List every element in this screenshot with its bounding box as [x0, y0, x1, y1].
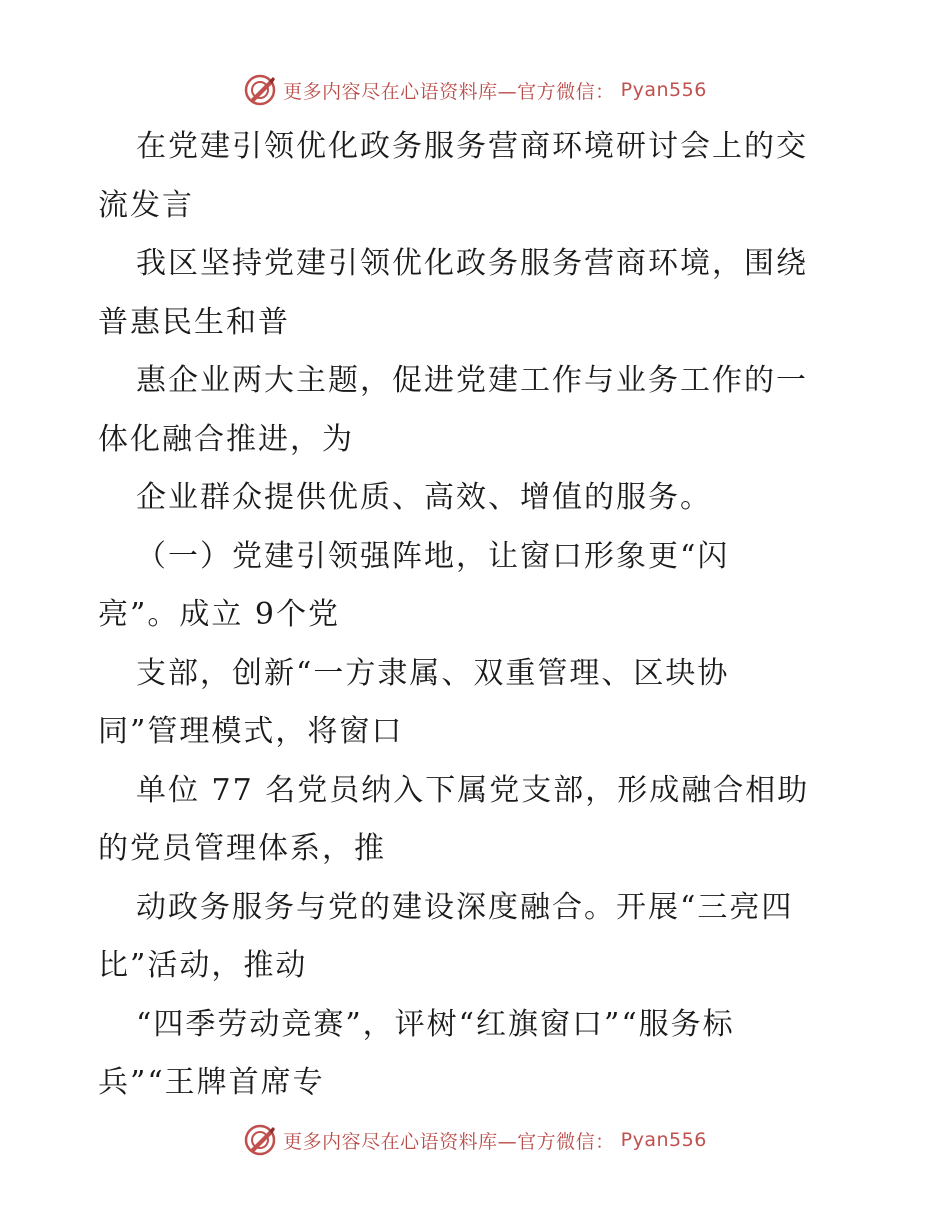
watermark-wechat-id: Pyan556 [620, 79, 707, 101]
paragraph [98, 469, 858, 528]
document-body [98, 118, 858, 1113]
pen-logo-icon [243, 73, 277, 107]
paragraph-line: 惠企业两大主题，促进党建工作与业务工作的一 [136, 363, 808, 398]
watermark-wechat-id: Pyan556 [620, 1129, 707, 1151]
paragraph-title [98, 118, 858, 235]
paragraph [98, 879, 858, 996]
paragraph [98, 996, 858, 1113]
pen-logo-icon [243, 1123, 277, 1157]
paragraph-line: 单位 77 名党员纳入下属党支部，形成融合相助 [136, 772, 810, 808]
paragraph-line: 同”管理模式，将窗口 [98, 714, 404, 749]
paragraph-line: （一）党建引领强阵地，让窗口形象更“闪 [136, 538, 730, 574]
paragraph [98, 235, 858, 352]
paragraph-line: 动政务服务与党的建设深度融合。开展“三亮四 [136, 889, 794, 925]
paragraph-line: 体化融合推进，为 [98, 421, 354, 457]
paragraph-line: “四季劳动竞赛”，评树“红旗窗口”“服务标 [136, 1006, 735, 1042]
paragraph-line: 比”活动，推动 [98, 948, 308, 983]
watermark-text: 更多内容尽在心语资料库—官方微信： [283, 1130, 615, 1153]
paragraph-line: 流发言 [98, 187, 194, 223]
paragraph [98, 352, 858, 469]
paragraph-line: 兵”“王牌首席专 [98, 1065, 325, 1100]
watermark-text: 更多内容尽在心语资料库—官方微信： [283, 80, 615, 103]
paragraph-line: 亮”。成立 9个党 [98, 597, 340, 632]
paragraph-line: 我区坚持党建引领优化政务服务营商环境，围绕 [136, 246, 808, 281]
paragraph-line: 企业群众提供优质、高效、增值的服务。 [136, 480, 712, 515]
paragraph-line: 在党建引领优化政务服务营商环境研讨会上的交 [136, 129, 808, 164]
paragraph-line: 支部，创新“一方隶属、双重管理、区块协 [136, 655, 730, 691]
header-watermark [0, 72, 950, 108]
paragraph-line: 普惠民生和普 [98, 304, 290, 340]
paragraph [98, 645, 858, 762]
paragraph [98, 762, 858, 879]
footer-watermark [0, 1122, 950, 1158]
paragraph-line: 的党员管理体系，推 [98, 831, 386, 866]
paragraph [98, 528, 858, 645]
